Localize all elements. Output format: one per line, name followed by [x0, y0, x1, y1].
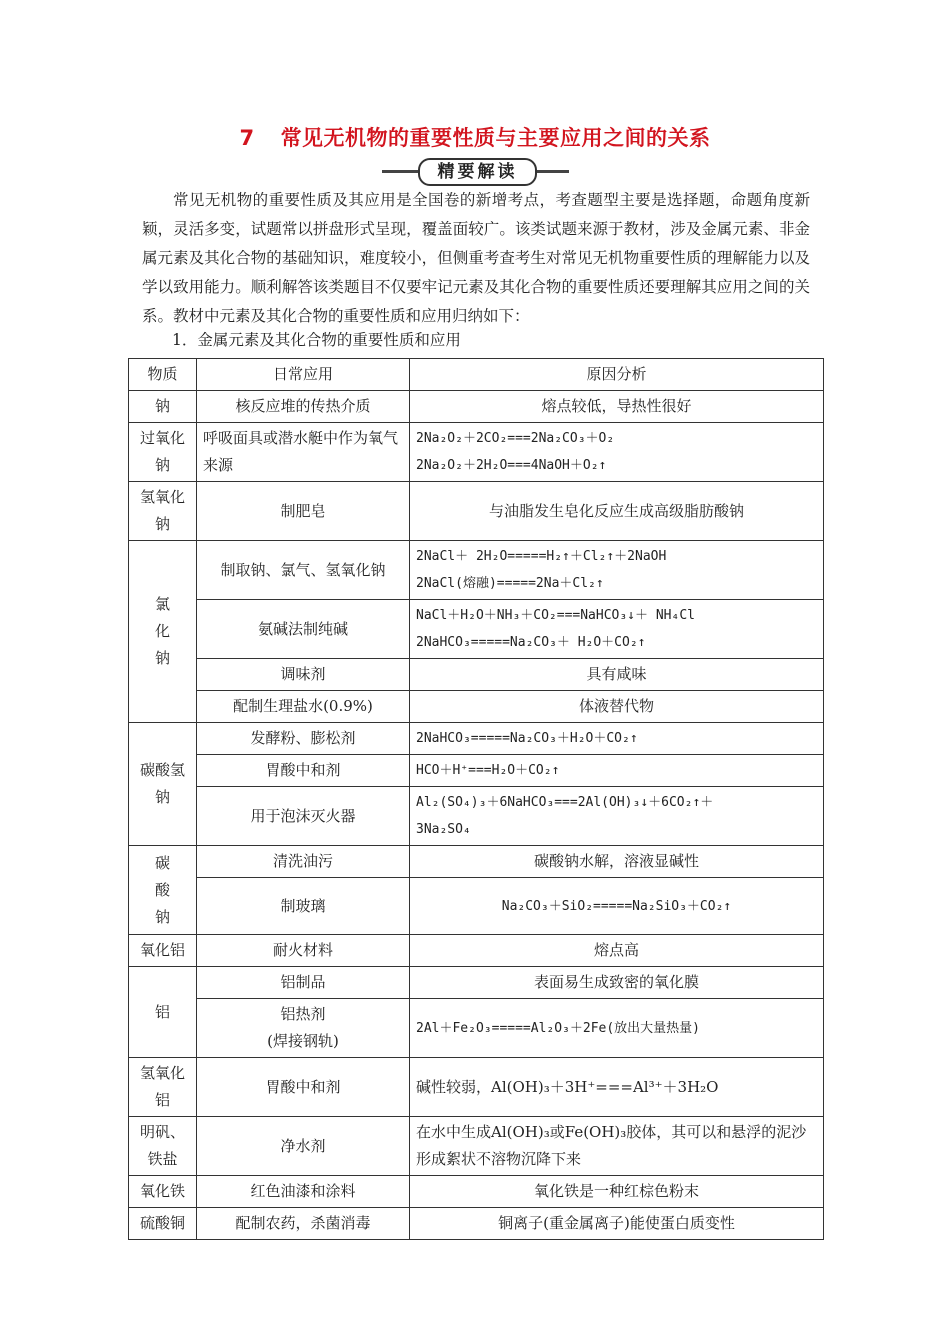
use-cell: 清洗油污: [197, 846, 410, 878]
reason-cell: 铜离子(重金属离子)能使蛋白质变性: [410, 1208, 824, 1240]
badge-left-rule: [382, 170, 420, 173]
substance-cell: 明矾、铁盐: [129, 1117, 197, 1176]
badge-label: 精要解读: [418, 158, 537, 186]
section-badge: [0, 158, 950, 184]
use-cell: 配制生理盐水(0.9%): [197, 691, 410, 723]
table-row: [129, 935, 824, 967]
use-cell: 氨碱法制纯碱: [197, 600, 410, 659]
table-row: [129, 755, 824, 787]
table-row: [129, 1117, 824, 1176]
use-cell: 净水剂: [197, 1117, 410, 1176]
reason-cell: 2Al＋Fe₂O₃=====Al₂O₃＋2Fe(放出大量热量): [410, 999, 824, 1058]
reason-cell: 碳酸钠水解，溶液显碱性: [410, 846, 824, 878]
table-row: [129, 723, 824, 755]
section-heading: 1．金属元素及其化合物的重要性质和应用: [172, 331, 461, 349]
equation: 2NaHCO₃=====Na₂CO₃＋ H₂O＋CO₂↑: [416, 635, 646, 650]
table-row: [129, 999, 824, 1058]
intro-paragraph: [142, 186, 810, 331]
substance-cell: 氢氧化钠: [129, 482, 197, 541]
reason-cell: 2NaHCO₃=====Na₂CO₃＋H₂O＋CO₂↑: [410, 723, 824, 755]
use-cell: 制取钠、氯气、氢氧化钠: [197, 541, 410, 600]
table-row: [129, 1058, 824, 1117]
table-row: [129, 423, 824, 482]
table-header-row: [129, 359, 824, 391]
equation: 2Na₂O₂＋2H₂O===4NaOH＋O₂↑: [416, 458, 607, 473]
header-reason: 原因分析: [410, 359, 824, 391]
table-row: [129, 482, 824, 541]
use-cell: 核反应堆的传热介质: [197, 391, 410, 423]
reason-cell: 表面易生成致密的氧化膜: [410, 967, 824, 999]
use-line: (焊接钢轨): [267, 1032, 339, 1050]
table-row: [129, 878, 824, 935]
reason-cell: 碱性较弱，Al(OH)₃＋3H⁺===Al³⁺＋3H₂O: [410, 1058, 824, 1117]
reason-cell: Na₂CO₃＋SiO₂=====Na₂SiO₃＋CO₂↑: [410, 878, 824, 935]
table-row: [129, 967, 824, 999]
equation: Al₂(SO₄)₃＋6NaHCO₃===2Al(OH)₃↓＋6CO₂↑＋: [416, 795, 714, 810]
reason-cell: 氧化铁是一种红棕色粉末: [410, 1176, 824, 1208]
reason-cell: 与油脂发生皂化反应生成高级脂肪酸钠: [410, 482, 824, 541]
substance-cell: 氧化铝: [129, 935, 197, 967]
equation: 3Na₂SO₄: [416, 822, 471, 837]
page-title: [0, 122, 950, 152]
use-cell: 红色油漆和涂料: [197, 1176, 410, 1208]
substance-cell: 铝: [129, 967, 197, 1058]
use-cell: 胃酸中和剂: [197, 1058, 410, 1117]
use-cell: 呼吸面具或潜水艇中作为氧气来源: [197, 423, 410, 482]
use-cell: 制玻璃: [197, 878, 410, 935]
substance-cell: 碳酸氢钠: [129, 723, 197, 846]
use-cell: 发酵粉、膨松剂: [197, 723, 410, 755]
use-cell: 调味剂: [197, 659, 410, 691]
use-cell: 配制农药，杀菌消毒: [197, 1208, 410, 1240]
use-cell: [197, 999, 410, 1058]
reason-cell: [410, 423, 824, 482]
table-row: [129, 846, 824, 878]
substance-cell: 氢氧化铝: [129, 1058, 197, 1117]
table-row: [129, 659, 824, 691]
reason-cell: 体液替代物: [410, 691, 824, 723]
table-row: [129, 1208, 824, 1240]
substance-cell: 氯化钠: [129, 541, 197, 723]
reason-cell: 熔点较低，导热性很好: [410, 391, 824, 423]
equation: NaCl＋H₂O＋NH₃＋CO₂===NaHCO₃↓＋ NH₄Cl: [416, 608, 695, 623]
substance-cell: 氧化铁: [129, 1176, 197, 1208]
equation: 2NaCl(熔融)=====2Na＋Cl₂↑: [416, 576, 604, 591]
equation: 2Na₂O₂＋2CO₂===2Na₂CO₃＋O₂: [416, 431, 615, 446]
use-cell: 用于泡沫灭火器: [197, 787, 410, 846]
use-cell: 制肥皂: [197, 482, 410, 541]
title-number: 7: [239, 126, 255, 150]
reason-cell: [410, 787, 824, 846]
use-cell: 铝制品: [197, 967, 410, 999]
reason-cell: 在水中生成Al(OH)₃或Fe(OH)₃胶体，其可以和悬浮的泥沙形成絮状不溶物沉降下来: [410, 1117, 824, 1176]
reason-cell: [410, 541, 824, 600]
header-use: 日常应用: [197, 359, 410, 391]
header-substance: 物质: [129, 359, 197, 391]
use-line: 铝热剂: [280, 1005, 326, 1023]
reason-cell: 具有咸味: [410, 659, 824, 691]
substance-cell: 过氧化钠: [129, 423, 197, 482]
table-row: [129, 1176, 824, 1208]
table-row: [129, 600, 824, 659]
substance-cell: 硫酸铜: [129, 1208, 197, 1240]
use-cell: 胃酸中和剂: [197, 755, 410, 787]
substance-cell: 碳酸钠: [129, 846, 197, 935]
table-row: [129, 787, 824, 846]
substance-cell: 钠: [129, 391, 197, 423]
equation: 2NaCl＋ 2H₂O=====H₂↑＋Cl₂↑＋2NaOH: [416, 549, 667, 564]
reason-cell: HCO＋H⁺===H₂O＋CO₂↑: [410, 755, 824, 787]
reason-cell: 熔点高: [410, 935, 824, 967]
intro-text: 常见无机物的重要性质及其应用是全国卷的新增考点，考查题型主要是选择题，命题角度新颖，灵活多变，试题常以拼盘形式呈现，覆盖面较广。该类试题来源于教材，涉及金属元素、非金属元素及其化合物的基础知识，难度较小，但侧重考查考生对常见无机物重要性质的理解能力以及学以致用能力。顺利解答该类题目不仅要牢记元素及其化合物的重要性质还要理解其应用之间的关系。教材中元素及其化合物的重要性质和应用归纳如下：: [142, 191, 810, 325]
table-row: [129, 391, 824, 423]
table-row: [129, 691, 824, 723]
reason-cell: [410, 600, 824, 659]
properties-table: [128, 358, 824, 1240]
title-text: 常见无机物的重要性质与主要应用之间的关系: [280, 126, 711, 150]
table-row: [129, 541, 824, 600]
use-cell: 耐火材料: [197, 935, 410, 967]
